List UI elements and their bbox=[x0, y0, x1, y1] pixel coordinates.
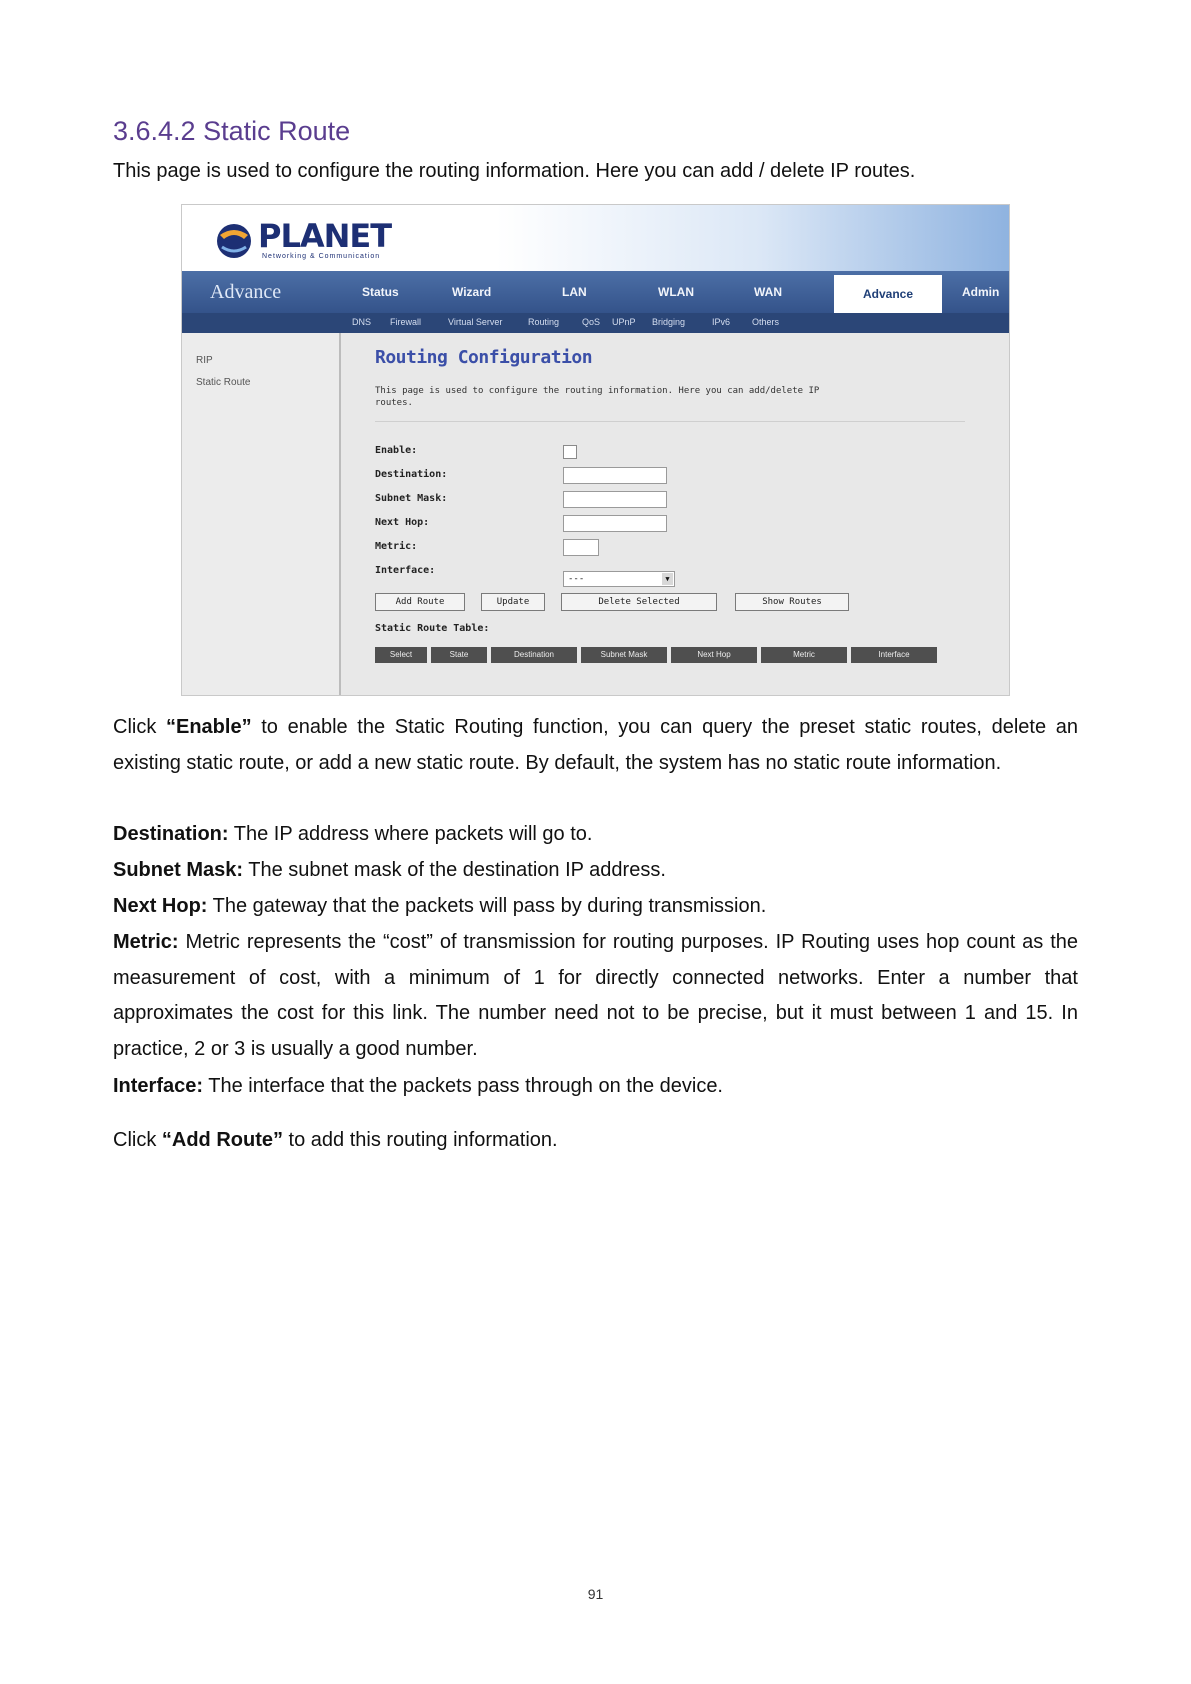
destination-input[interactable] bbox=[563, 467, 667, 484]
p1-post: to enable the Static Routing function, you can query the preset static routes, delete an existing static route, or add a new static route. By default, the system has no static route information. bbox=[113, 716, 1079, 774]
subnav-routing[interactable]: Routing bbox=[528, 317, 560, 327]
logo-tagline: Networking & Communication bbox=[262, 253, 381, 260]
nav-wizard[interactable]: Wizard bbox=[452, 285, 492, 299]
left-nav-static-route[interactable]: Static Route bbox=[196, 377, 251, 388]
subnav-bridging[interactable]: Bridging bbox=[652, 317, 686, 327]
static-route-table-label: Static Route Table: bbox=[375, 623, 490, 634]
subnet-mask-label: Subnet Mask: bbox=[375, 493, 448, 504]
nav-advance[interactable]: Advance bbox=[834, 275, 942, 313]
metric-input[interactable] bbox=[563, 539, 599, 556]
routing-config-description: This page is used to configure the routing information. Here you can add/delete IP routes. bbox=[375, 386, 820, 408]
interface-term: Interface: bbox=[113, 1075, 204, 1097]
nav-admin[interactable]: Admin bbox=[962, 285, 1000, 299]
p-last-bold: “Add Route” bbox=[161, 1129, 283, 1151]
subnav-qos[interactable]: QoS bbox=[582, 317, 601, 327]
subnav-dns[interactable]: DNS bbox=[352, 317, 372, 327]
table-header-interface: Interface bbox=[851, 647, 937, 663]
subnav-upnp[interactable]: UPnP bbox=[612, 317, 636, 327]
update-button[interactable]: Update bbox=[481, 593, 545, 611]
p-last-post: to add this routing information. bbox=[282, 1129, 558, 1151]
nav-wlan[interactable]: WLAN bbox=[658, 285, 694, 299]
interface-select[interactable] bbox=[563, 571, 675, 587]
interface-label: Interface: bbox=[375, 565, 436, 576]
subnav-virtual-server[interactable]: Virtual Server bbox=[448, 317, 503, 327]
nav-status[interactable]: Status bbox=[362, 285, 399, 299]
nexthop-paragraph bbox=[113, 889, 1078, 925]
routing-config-panel bbox=[341, 333, 1009, 695]
left-nav-rip[interactable]: RIP bbox=[196, 355, 213, 366]
chevron-down-icon: ▼ bbox=[662, 573, 673, 585]
planet-logo bbox=[214, 215, 392, 265]
interface-paragraph bbox=[113, 1069, 1078, 1105]
divider bbox=[375, 421, 965, 422]
subnet-mask-input[interactable] bbox=[563, 491, 667, 508]
nav-lan[interactable]: LAN bbox=[562, 285, 587, 299]
metric-label: Metric: bbox=[375, 541, 418, 552]
metric-term: Metric: bbox=[113, 931, 179, 953]
add-route-paragraph bbox=[113, 1123, 1078, 1159]
globe-icon bbox=[214, 221, 254, 261]
show-routes-button[interactable]: Show Routes bbox=[735, 593, 849, 611]
logo-text: PLANET bbox=[258, 217, 392, 255]
next-hop-input[interactable] bbox=[563, 515, 667, 532]
subnav-firewall[interactable]: Firewall bbox=[390, 317, 422, 327]
metric-definition: Metric represents the “cost” of transmission for routing purposes. IP Routing uses hop count as the measurement of cost, with a minimum of 1 for directly connected networks. Enter a number that approximates the cost for this link. The number need not to be precise, but it must between 1 and 15. In practice, 2 or 3 is usually a good number. bbox=[113, 931, 1078, 1060]
destination-term: Destination: bbox=[113, 823, 229, 845]
interface-value: --- bbox=[568, 574, 585, 584]
table-header-select: Select bbox=[375, 647, 427, 663]
subnet-paragraph bbox=[113, 853, 1078, 889]
left-nav bbox=[182, 333, 341, 695]
p1-bold: “Enable” bbox=[166, 716, 252, 738]
table-header-metric: Metric bbox=[761, 647, 847, 663]
p1-pre: Click bbox=[113, 716, 166, 738]
next-hop-label: Next Hop: bbox=[375, 517, 430, 528]
top-nav bbox=[182, 271, 1009, 313]
p-last-pre: Click bbox=[113, 1129, 162, 1151]
table-header-subnet-mask: Subnet Mask bbox=[581, 647, 667, 663]
routing-config-title: Routing Configuration bbox=[375, 347, 593, 368]
destination-label: Destination: bbox=[375, 469, 448, 480]
metric-paragraph bbox=[113, 925, 1078, 1067]
nexthop-term: Next Hop: bbox=[113, 895, 208, 917]
intro-text: This page is used to configure the routing information. Here you can add / delete IP routes. bbox=[113, 160, 916, 182]
destination-paragraph bbox=[113, 817, 1078, 853]
nav-wan[interactable]: WAN bbox=[754, 285, 782, 299]
table-header-next-hop: Next Hop bbox=[671, 647, 757, 663]
subnav-ipv6[interactable]: IPv6 bbox=[712, 317, 731, 327]
delete-selected-button[interactable]: Delete Selected bbox=[561, 593, 717, 611]
brand-label: Advance bbox=[210, 281, 282, 303]
section-heading: 3.6.4.2 Static Route bbox=[113, 116, 351, 146]
subnet-term: Subnet Mask: bbox=[113, 859, 244, 881]
enable-checkbox[interactable] bbox=[563, 445, 577, 459]
enable-paragraph bbox=[113, 710, 1078, 781]
destination-definition: The IP address where packets will go to. bbox=[228, 823, 593, 845]
table-header-state: State bbox=[431, 647, 487, 663]
table-header-destination: Destination bbox=[491, 647, 577, 663]
subnav-others[interactable]: Others bbox=[752, 317, 780, 327]
router-ui-screenshot bbox=[181, 204, 1010, 696]
interface-definition: The interface that the packets pass through on the device. bbox=[203, 1075, 723, 1097]
enable-label: Enable: bbox=[375, 445, 418, 456]
nexthop-definition: The gateway that the packets will pass by during transmission. bbox=[207, 895, 767, 917]
subnet-definition: The subnet mask of the destination IP address. bbox=[243, 859, 666, 881]
banner bbox=[182, 205, 1009, 271]
page-number: 91 bbox=[587, 1586, 604, 1602]
add-route-button[interactable]: Add Route bbox=[375, 593, 465, 611]
sub-nav bbox=[182, 313, 1009, 333]
